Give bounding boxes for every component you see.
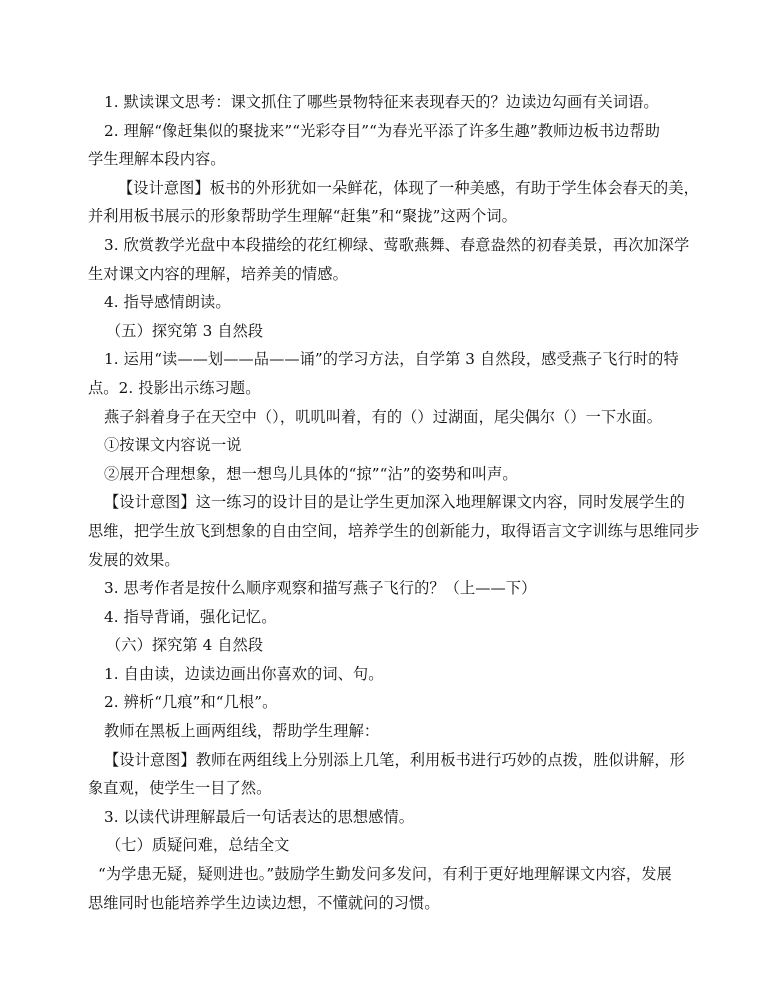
section-heading: （六）探究第 4 自然段 (106, 636, 264, 655)
paragraph-line: 学生理解本段内容。 (88, 150, 226, 169)
design-intent-line: 【设计意图】教师在两组线上分别添上几笔，利用板书进行巧妙的点拨，胜似讲解，形 (104, 750, 685, 769)
exercise-line: 燕子斜着身子在天空中（），叽叽叫着，有的（）过湖面，尾尖偶尔（）一下水面。 (104, 407, 663, 426)
paragraph-line: 教师在黑板上画两组线，帮助学生理解： (104, 722, 380, 741)
section-heading: （七）质疑问难，总结全文 (106, 836, 290, 855)
section-heading: （五）探究第 3 自然段 (106, 321, 264, 340)
paragraph-line: 象直观，使学生一目了然。 (88, 779, 272, 798)
paragraph-line: 1. 自由读，边读边画出你喜欢的词、句。 (104, 664, 384, 683)
paragraph-line: “为学患无疑，疑则进也。”鼓励学生勤发问多发问，有利于更好地理解课文内容，发展 (98, 865, 672, 884)
exercise-item: ②展开合理想象，想一想鸟儿具体的“掠”“沾”的姿势和叫声。 (104, 464, 518, 483)
paragraph-line: 1. 默读课文思考：课文抓住了哪些景物特征来表现春天的？边读边勾画有关词语。 (104, 93, 659, 111)
paragraph-line: 2. 辨析“几痕”和“几根”。 (104, 693, 278, 712)
design-intent-line: 【设计意图】板书的外形犹如一朵鲜花，体现了一种美感，有助于学生体会春天的美， (118, 178, 699, 197)
paragraph-line: 2. 理解“像赶集似的聚拢来”“光彩夺目”“为春光平添了许多生趣”教师边板书边帮助 (104, 121, 661, 140)
paragraph-line: 思维同时也能培养学生边读边想，不懂就问的习惯。 (88, 893, 440, 912)
paragraph-line: 点。2. 投影出示练习题。 (88, 378, 261, 397)
paragraph-line: 思维，把学生放飞到想象的自由空间，培养学生的创新能力，取得语言文字训练与思维同步 (88, 521, 700, 540)
paragraph-line: 4. 指导背诵，强化记忆。 (104, 607, 277, 626)
paragraph-line: 4. 指导感情朗读。 (104, 293, 231, 312)
paragraph-line: 3. 以读代讲理解最后一句话表达的思想感情。 (104, 807, 415, 826)
paragraph-line: 1. 运用“读——划——品——诵”的学习方法，自学第 3 自然段，感受燕子飞行时的特 (104, 350, 679, 369)
paragraph-line: 生对课文内容的理解，培养美的情感。 (88, 264, 348, 283)
paragraph-line: 3. 欣赏教学光盘中本段描绘的花红柳绿、莺歌燕舞、春意盎然的初春美景，再次加深学 (104, 235, 690, 254)
paragraph-line: 3. 思考作者是按什么顺序观察和描写燕子飞行的？（上——下） (104, 579, 537, 598)
paragraph-line: 发展的效果。 (88, 550, 180, 569)
paragraph-line: 并利用板书展示的形象帮助学生理解“赶集”和“聚拢”这两个词。 (88, 207, 517, 226)
design-intent-line: 【设计意图】这一练习的设计目的是让学生更加深入地理解课文内容，同时发展学生的 (104, 493, 685, 512)
exercise-item: ①按课文内容说一说 (104, 436, 242, 455)
